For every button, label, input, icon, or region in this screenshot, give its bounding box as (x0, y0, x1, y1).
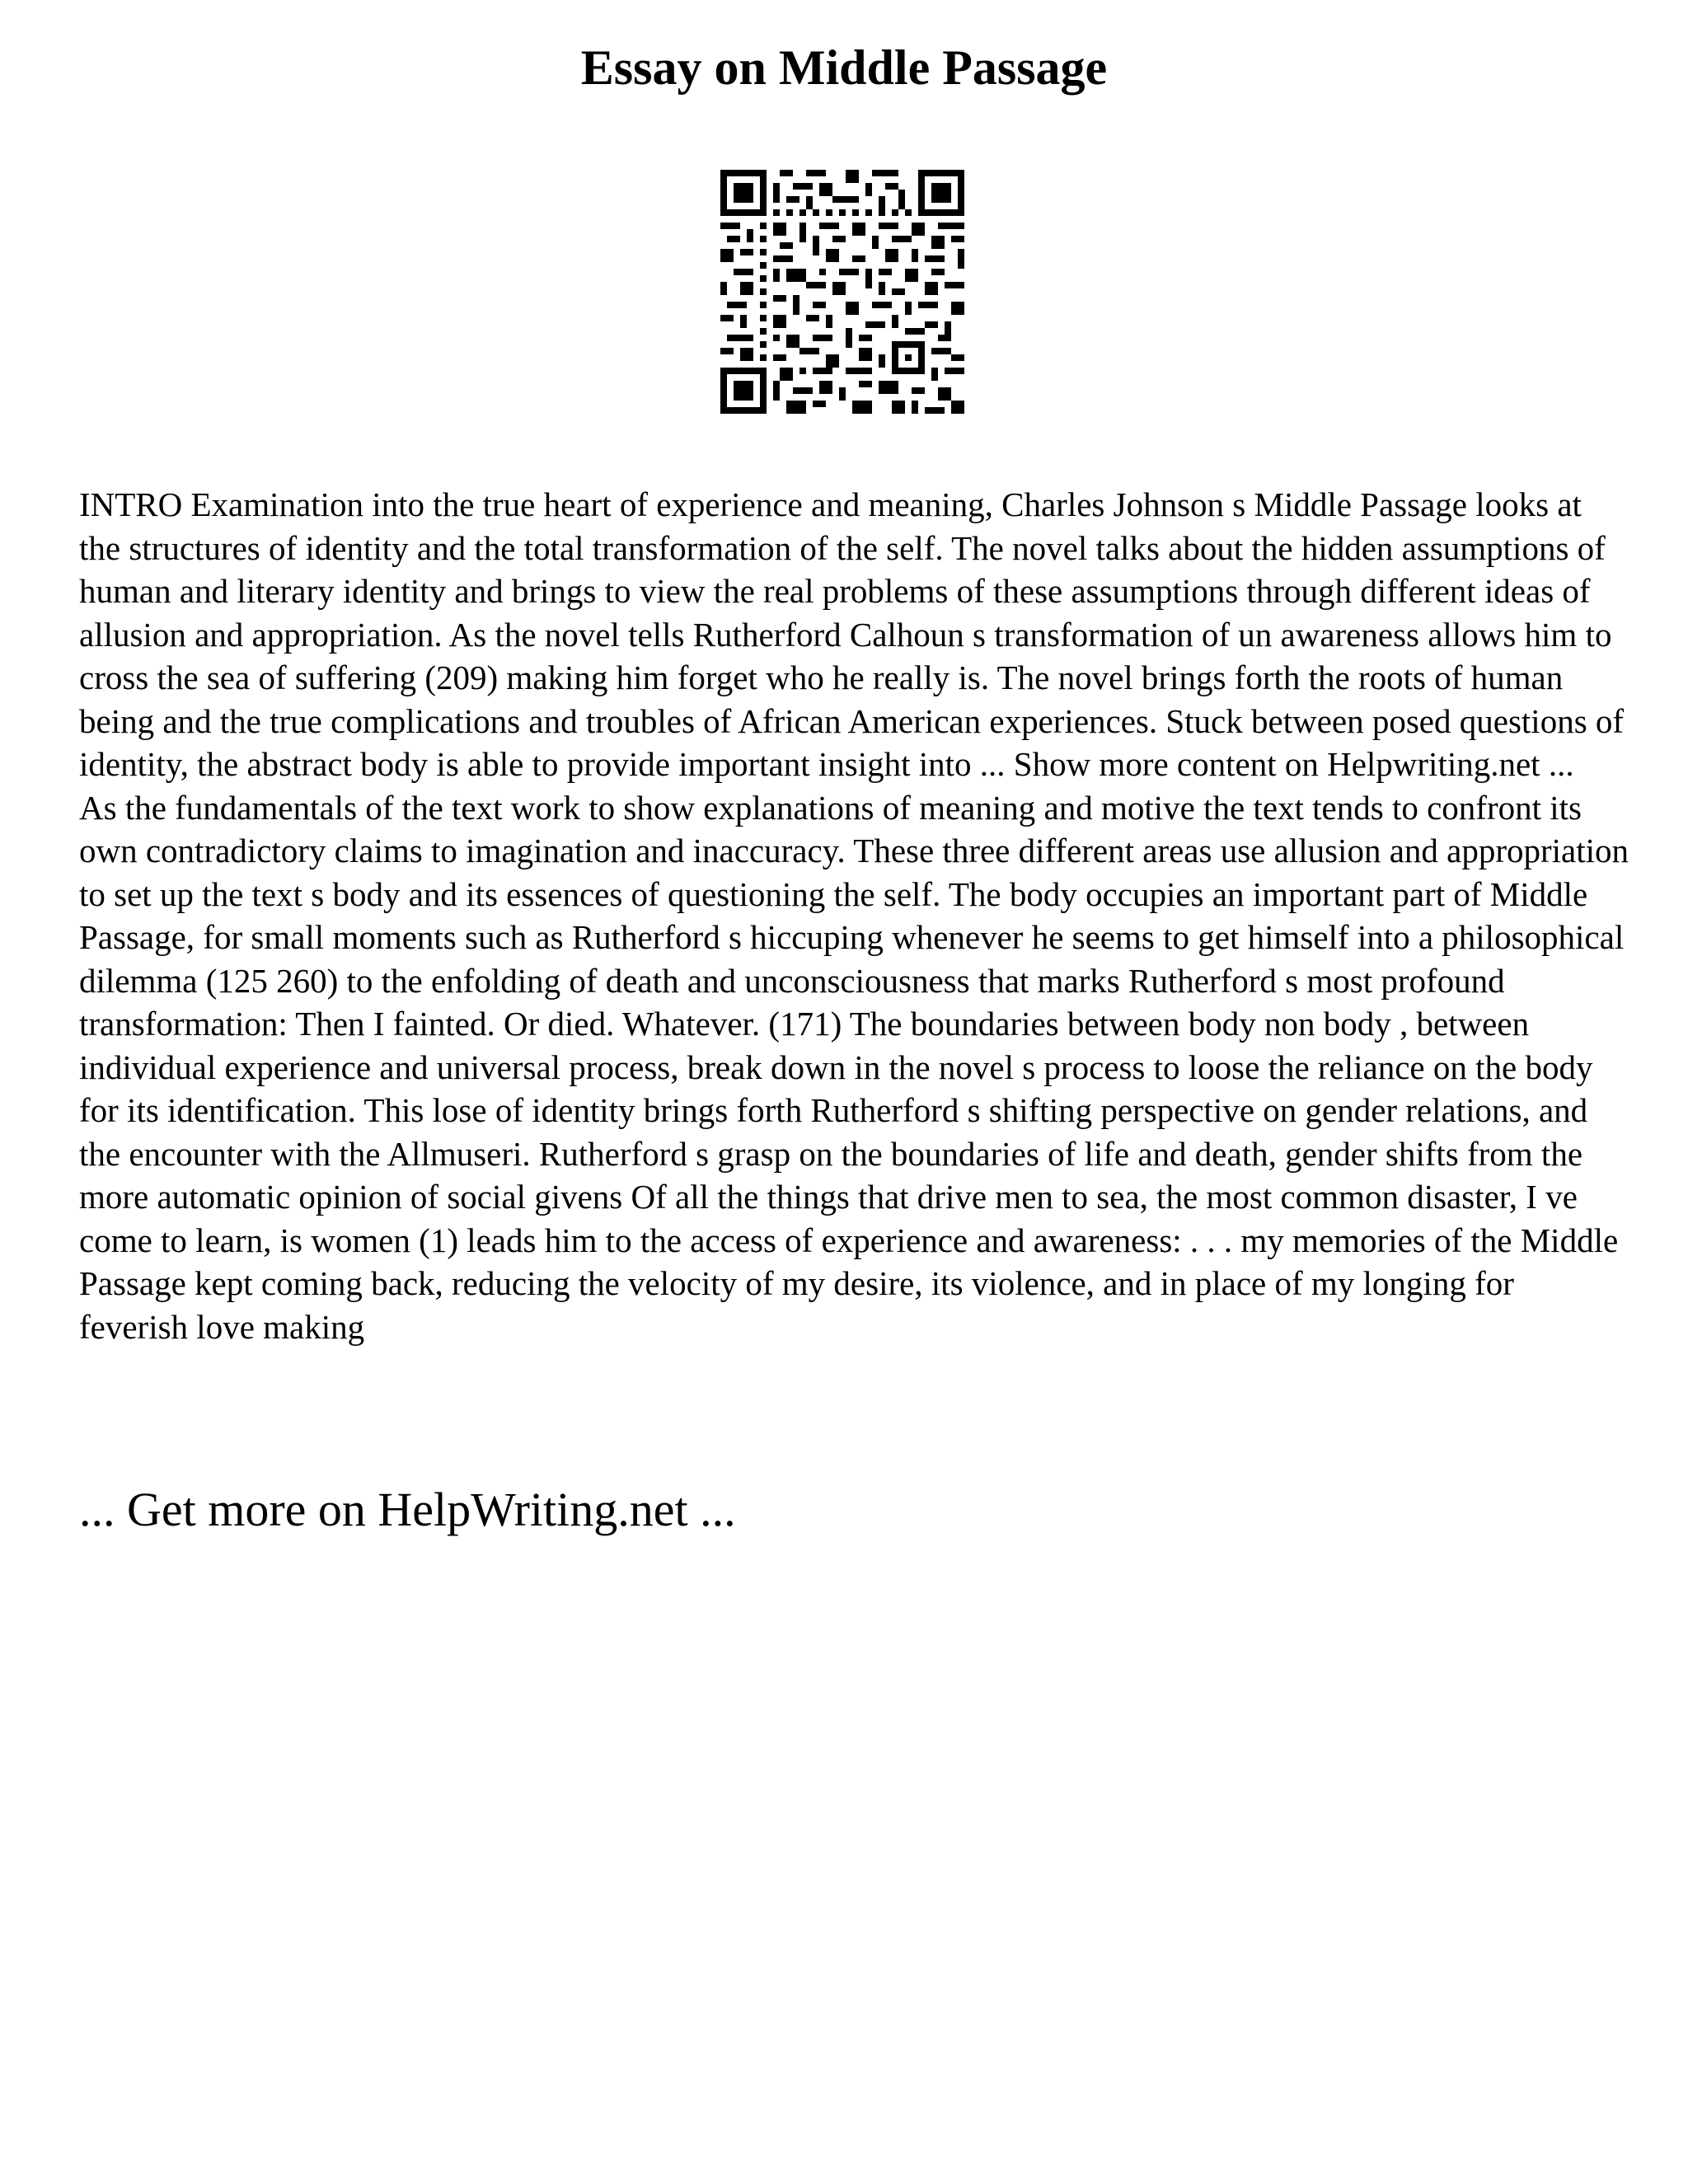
get-more-link[interactable]: ... Get more on HelpWriting.net ... (79, 1483, 736, 1536)
qr-code-icon (720, 170, 964, 414)
essay-paragraph: INTRO Examination into the true heart of experience and meaning, Charles Johnson s Middle Passage looks at the structures of identity and the total transformation of the self. The novel talks about the hidden assumptions of human and literary identity and brings to view the real problems of these assumptions through different ideas of allusion and appropriation. As the novel tells Rutherford Calhoun s transformation of un awareness allows him to cross the sea of suffering (209) making him forget who he really is. The novel brings forth the roots of human being and the true complications and troubles of African American experiences. Stuck between posed questions of identity, the abstract body is able to provide important insight into ... Show more content on Helpwriting.net ... (79, 485, 1625, 783)
page-title: Essay on Middle Passage (580, 40, 1108, 95)
essay-paragraph: As the fundamentals of the text work to show explanations of meaning and motive the text tends to confront its own contradictory claims to imagination and inaccuracy. These three different areas use allusion and appropriation to set up the text s body and its essences of questioning the self. The body occupies an important part of Middle Passage, for small moments such as Rutherford s hiccuping whenever he seems to get himself into a philosophical dilemma (125 260) to the enfolding of death and unconsciousness that marks Rutherford s most profound transformation: Then I fainted. Or died. Whatever. (171) The boundaries between body non body , between individual experience and universal process, break down in the novel s process to loose the reliance on the body for its identification. This lose of identity brings forth Rutherford s shifting perspective on gender relations, and the encounter with the Allmuseri. Rutherford s grasp on the boundaries of life and death, gender shifts from the more automatic opinion of social givens Of all the things that drive men to sea, the most common disaster, I ve come to learn, is women (1) leads him to the access of experience and awareness: . . . my memories of the Middle Passage kept coming back, reducing the velocity of my desire, its violence, and in place of my longing for feverish love making (79, 788, 1629, 1346)
essay-body (79, 483, 1629, 1348)
